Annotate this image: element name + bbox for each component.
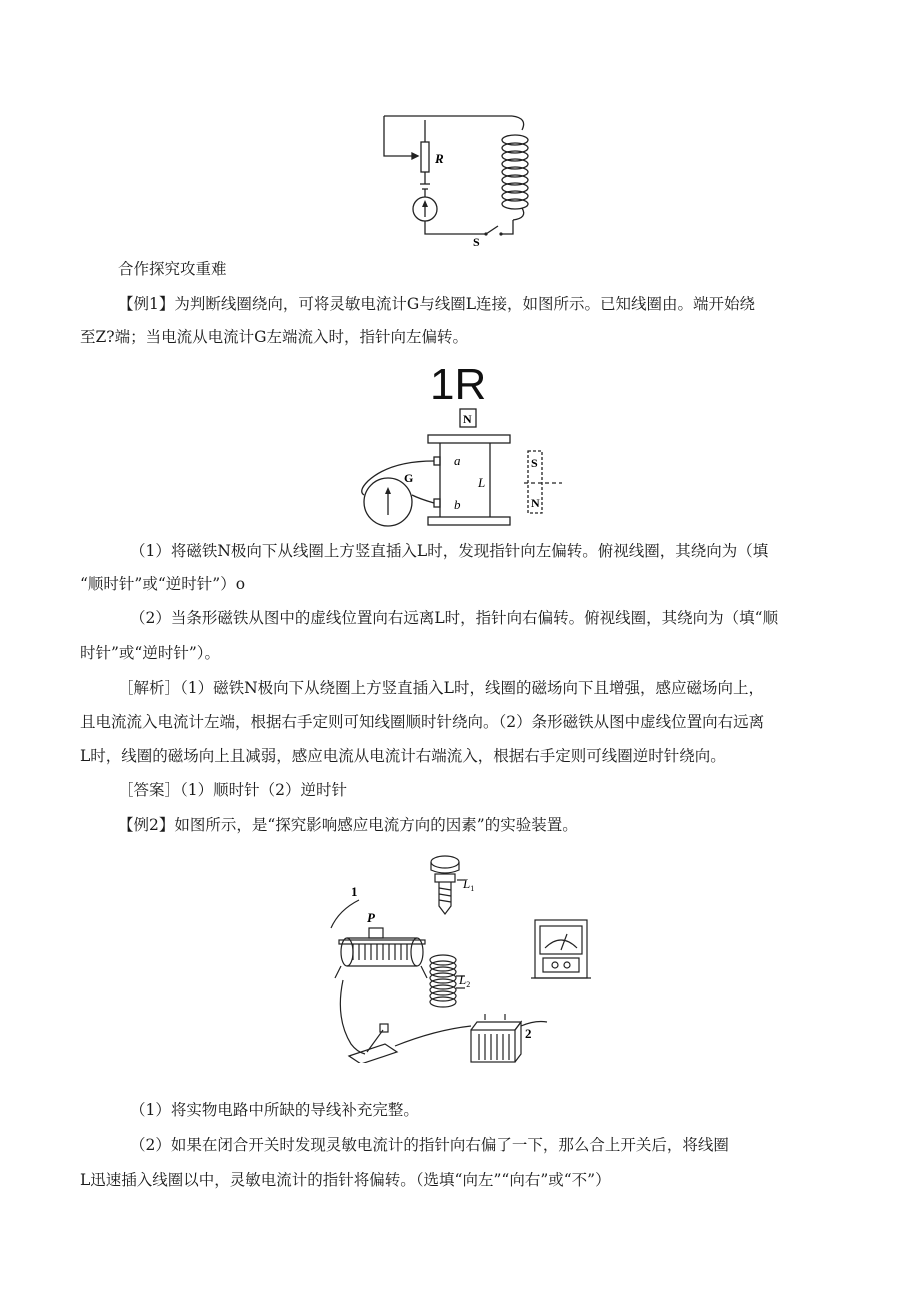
- label-2: 2: [525, 1026, 532, 1041]
- coil-galvanometer-figure: [350, 405, 570, 530]
- analysis-line3: L时，线圈的磁场向上且减弱，感应电流从电流计右端流入，根据右手定则可线圈逆时针绕向。: [80, 747, 726, 765]
- analysis-line2: 且电流流入电流计左端，根据右手定则可知线圈顺时针绕向。（2）条形磁铁从图中虚线位置向右远离: [80, 713, 765, 731]
- label-G: G: [404, 471, 414, 485]
- example1-q2-line2: 时针”或“逆时针”）。: [80, 644, 221, 662]
- label-R: R: [435, 151, 444, 166]
- label-b: b: [454, 497, 461, 512]
- example2-line1: 【例2】如图所示，是“探究影响感应电流方向的因素”的实验装置。: [118, 816, 578, 834]
- example2-q2-line1: （2）如果在闭合开关时发现灵敏电流计的指针向右偏了一下，那么合上开关后，将线圈: [130, 1136, 729, 1154]
- label-L: L: [478, 475, 486, 490]
- analysis-line1: ［解析］（1）磁铁N极向下从绕圈上方竖直插入L时，线圈的磁场向下且增强，感应磁场向上，: [118, 679, 764, 697]
- circuit-figure: [370, 110, 550, 250]
- section-heading: 合作探究攻重难: [118, 260, 227, 278]
- example1-q2-line1: （2）当条形磁铁从图中的虚线位置向右远离L时，指针向右偏转。俯视线圈，其绕向为（填“顺: [130, 609, 779, 627]
- label-S-side: S: [531, 456, 538, 470]
- example1-q1-line2: “顺时针”或“逆时针”）o: [80, 575, 246, 593]
- example2-q1: （1）将实物电路中所缺的导线补充完整。: [130, 1101, 419, 1119]
- example1-line2: 至Z?端；当电流从电流计G左端流入时，指针向左偏转。: [80, 328, 468, 346]
- label-L2: $L_2$: [459, 972, 471, 989]
- label-N-top: N: [463, 412, 472, 426]
- example1-line1: 【例1】为判断线圈绕向，可将灵敏电流计G与线圈L连接，如图所示。已知线圈由。端开始绕: [118, 295, 756, 313]
- label-a: a: [454, 453, 461, 468]
- label-P: P: [367, 910, 375, 925]
- example2-q2-line2: L迅速插入线圈以中，灵敏电流计的指针将偏转。（选填“向左”“向右”或“不”）: [80, 1171, 611, 1189]
- label-L1: $L_1$: [463, 876, 475, 893]
- answer: ［答案］（1）顺时针（2）逆时针: [118, 781, 347, 799]
- big-label: 1R: [430, 360, 487, 409]
- apparatus-figure: [325, 848, 600, 1063]
- example1-q1-line1: （1）将磁铁N极向下从线圈上方竖直插入L时，发现指针向左偏转。俯视线圈，其绕向为（填: [130, 542, 769, 560]
- label-1: 1: [351, 884, 358, 899]
- label-S: S: [473, 235, 480, 249]
- label-N-side: N: [531, 496, 540, 510]
